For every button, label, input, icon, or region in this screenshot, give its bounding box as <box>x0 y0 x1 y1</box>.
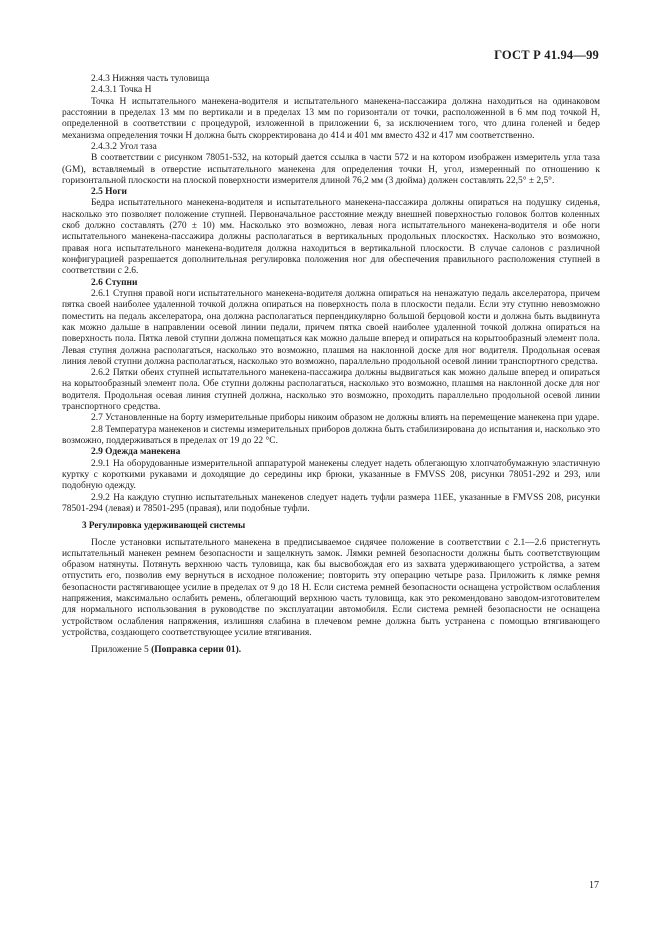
section-heading: 2.6 Ступни <box>91 277 138 288</box>
appendix-note <box>62 645 600 656</box>
standard-header: ГОСТ Р 41.94—99 <box>494 48 599 62</box>
paragraph: 2.6.2 Пятки обеих ступней испытательного манекена-пассажира должны выдвигаться как можно дальше вперед и опираться на корытообразный элемент пола. Обе ступни должны располагаться, насколько это возможно, плашмя на наклонной доске для ног водителя. Продольная осевая линия ступней должна, насколько это возможно, проходить параллельно продольной осевой линии транспортного средства. <box>62 368 600 413</box>
paragraph: 2.7 Установленные на борту измерительные приборы никоим образом не должны влиять на перемещение манекена при ударе. <box>91 413 600 424</box>
document-body <box>62 74 600 657</box>
paragraph: 2.9.1 На оборудованные измерительной аппаратурой манекены следует надеть облегающую хлопчатобумажную эластичную куртку с короткими рукавами и доходящие до середины икр брюки, указанные в FMVSS 208, рисунки 78051-292 и 293, или подобную одежду. <box>62 458 600 492</box>
section-heading: 2.9 Одежда манекена <box>91 447 181 458</box>
section-heading: 2.5 Ноги <box>91 187 127 198</box>
chapter-heading: 3 Регулировка удерживающей системы <box>82 520 246 531</box>
page-number: 17 <box>589 880 599 891</box>
paragraph: Точка H испытательного манекена-водителя и испытательного манекена-пассажира должна находиться на одинаковом расстоянии в пределах 13 мм по вертикали и в пределах 13 мм по горизонтали от точки, расположенной в 6 мм под точкой H, определенной в соответствии с процедурой, изложенной в приложении 6, за исключением того, что длина голеней и бедер механизма определения точки H должна быть скорректирована до 414 и 401 мм вместо 432 и 417 мм соответственно. <box>62 96 600 141</box>
paragraph-list <box>62 74 600 639</box>
paragraph: В соответствии с рисунком 78051-532, на который дается ссылка в части 572 и на котором изображен измеритель угла таза (GM), вставляемый в отверстие испытательного манекена для определения точки H, угол, измеренный по отношению к горизонтальной плоскости на плоской поверхности измерителя длиной 76,2 мм (3 дюйма) должен составлять 22,5° ± 2,5°. <box>62 153 600 186</box>
appendix-prefix: Приложение 5 <box>91 645 152 656</box>
paragraph: После установки испытательного манекена в предписываемое сидячее положение в соответствии с 2.1—2.6 пристегнуть испытательный манекен ремнем безопасности и защелкнуть замок. Лямки ремней безопасности должны быть соответствующим образом натянуты. Потянуть верхнюю часть туловища, как бы высвобождая его из захвата удерживающего устройства, а затем отпустить его, позволив ему вернуться в исходное положение; повторить эту операцию четыре раза. Приложить к лямке ремня безопасности растягивающее усилие в пределах от 9 до 18 Н. Если система ремней безопасности оснащена устройством ослабления напряжения, максимально ослабить ремень, облегающий верхнюю часть туловища, как это рекомендовано заводом-изготовителем для нормального использования в руководстве по эксплуатации автомобиля. Если система ремней безопасности не оснащена устройством ослабления напряжения, излишняя слабина в плечевом ремне должна быть устранена с помощью втягивающего устройства, создающего соответствующее усилие втягивания. <box>62 537 600 638</box>
paragraph: 2.4.3.2 Угол таза <box>91 141 157 152</box>
paragraph: 2.9.2 На каждую ступню испытательных манекенов следует надеть туфли размера 11ЕЕ, указанные в FMVSS 208, рисунки 78501-294 (левая) и 78501-295 (правая), или подобные туфли. <box>62 492 600 514</box>
paragraph: 2.8 Температура манекенов и системы измерительных приборов должна быть стабилизирована до испытания и, насколько это возможно, поддерживаться в пределах от 19 до 22 °С. <box>62 424 600 446</box>
paragraph: Бедра испытательного манекена-водителя и испытательного манекена-пассажира должны опираться на подушку сиденья, насколько это позволяет положение ступней. Первоначальное расстояние между внешней поверхностью головок болтов коленных скоб должно составлять (270 ± 10) мм. Насколько это возможно, левая нога испытательного манекена-водителя и обе ноги испытательного манекена-пассажира должны располагаться в вертикальных продольных плоскостях. Насколько это возможно, правая нога испытательного манекена-водителя должна находиться в вертикальной плоскости. В случае салонов с различной конфигурацией разрешается дополнительная регулировка положения ног для обеспечения правильного расположения ступней в соответствии с 2.6. <box>62 198 600 277</box>
paragraph: 2.4.3 Нижняя часть туловища <box>91 74 210 84</box>
appendix-amendment: (Поправка серии 01). <box>151 645 242 656</box>
paragraph: 2.4.3.1 Точка H <box>91 85 152 96</box>
paragraph: 2.6.1 Ступня правой ноги испытательного манекена-водителя должна опираться на ненажатую педаль акселератора, причем пятка своей наиболее удаленной точкой должна опираться на поверхность пола в плоскости педали. Если эту ступню невозможно поместить на педаль акселератора, она должна располагаться перпендикулярно большой берцовой кости и должна быть выдвинута как можно дальше в направлении осевой линии педали, причем пятка своей наиболее удаленной точкой должна опираться на поверхность пола. Пятка левой ступни должна помещаться как можно дальше вперед и опираться на корытообразный элемент пола. Левая ступня должна располагаться, насколько это возможно, плашмя на наклонной доске для ног водителя. Продольная осевая линия левой ступни должна располагаться, насколько это возможно, параллельно продольной осевой линии транспортного средства. <box>62 288 600 367</box>
